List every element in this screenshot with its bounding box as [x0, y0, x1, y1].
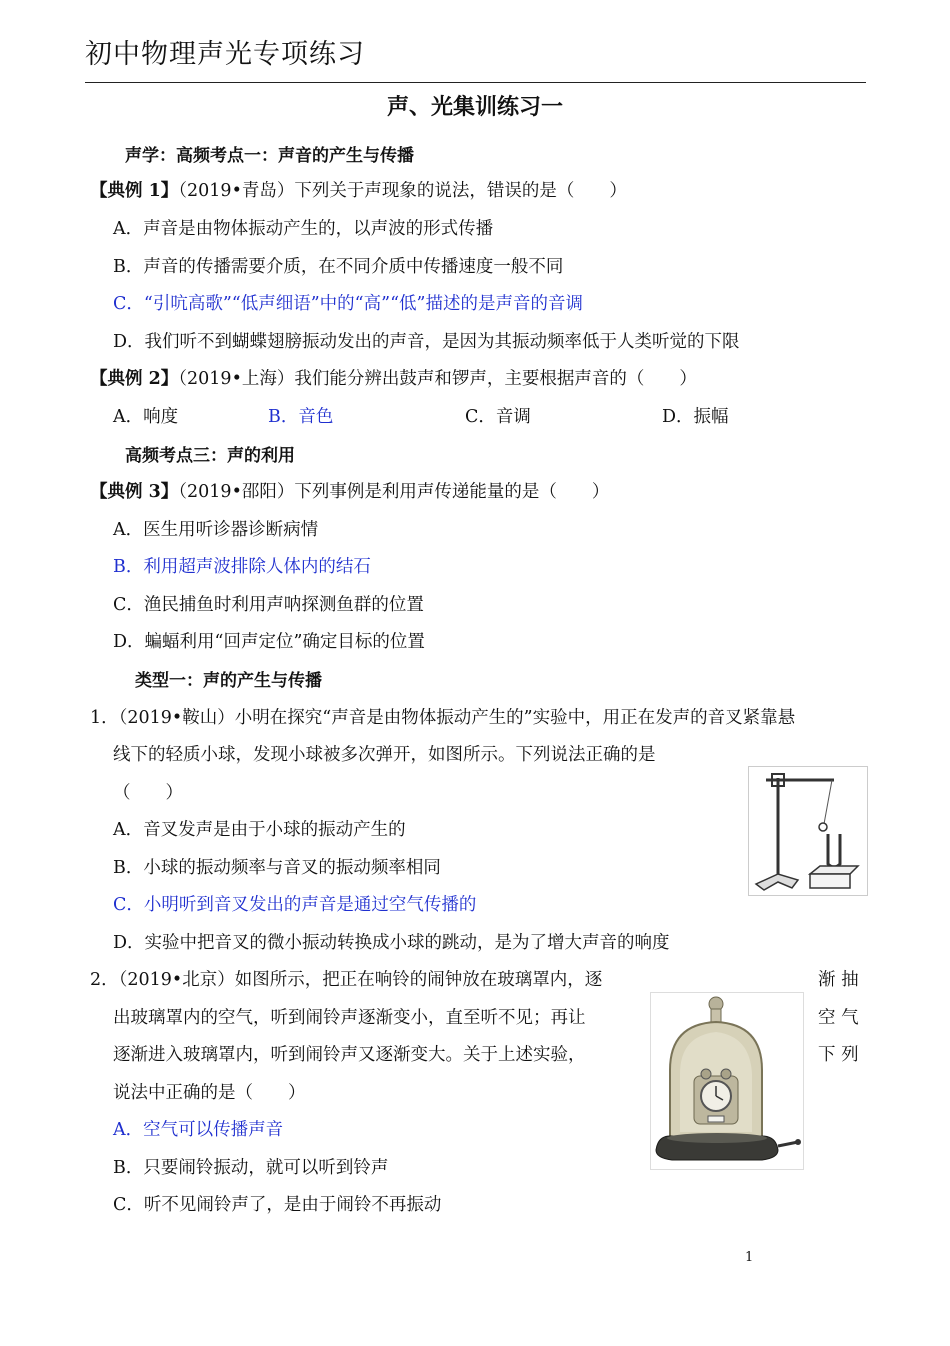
header-rule — [85, 82, 866, 83]
question-1-option-b: B．小球的振动频率与音叉的振动频率相同 — [113, 858, 441, 878]
section-heading-1: 声学：高频考点一：声音的产生与传播 — [125, 146, 414, 166]
example-2-stem — [90, 365, 697, 390]
section-heading-3: 类型一：声的产生与传播 — [135, 671, 322, 691]
page-number: 1 — [745, 1250, 754, 1265]
example-1-option-b: B．声音的传播需要介质，在不同介质中传播速度一般不同 — [113, 257, 564, 277]
question-2-line-3-right: 下 列 — [818, 1045, 859, 1065]
question-2-line-1: 2．（2019•北京）如图所示，把正在响铃的闹钟放在玻璃罩内，逐 — [90, 970, 603, 990]
example-2-option-a: A．响度 — [113, 407, 179, 427]
question-2-line-3: 逐渐进入玻璃罩内，听到闹铃声又逐渐变大。关于上述实验， — [113, 1045, 586, 1065]
example-1-option-a: A．声音是由物体振动产生的，以声波的形式传播 — [113, 219, 494, 239]
example-2-option-b: B．音色 — [268, 407, 334, 427]
example-3-text: （2019•邵阳）下列事例是利用声传递能量的是（ ） — [178, 482, 610, 502]
question-1-line-2: 线下的轻质小球，发现小球被多次弹开，如图所示。下列说法正确的是 — [113, 745, 656, 765]
question-1-option-c: C．小明听到音叉发出的声音是通过空气传播的 — [113, 895, 477, 915]
example-3-stem — [90, 478, 609, 503]
question-2-option-b: B．只要闹铃振动，就可以听到铃声 — [113, 1158, 389, 1178]
example-1-option-c: C．“引吭高歌”“低声细语”中的“高”“低”描述的是声音的音调 — [113, 294, 583, 314]
example-3-option-c: C．渔民捕鱼时利用声呐探测鱼群的位置 — [113, 595, 424, 615]
question-2-option-a: A．空气可以传播声音 — [113, 1120, 284, 1140]
example-1-label: 【典例 1】 — [90, 181, 179, 201]
tuning-fork-figure — [748, 766, 868, 896]
question-2-option-c: C．听不见闹铃声了，是由于闹铃不再振动 — [113, 1195, 442, 1215]
example-1-option-d: D．我们听不到蝴蝶翅膀振动发出的声音，是因为其振动频率低于人类听觉的下限 — [113, 332, 740, 352]
example-1-text: （2019•青岛）下列关于声现象的说法，错误的是（ ） — [178, 181, 627, 201]
question-2-line-2: 出玻璃罩内的空气，听到闹铃声逐渐变小，直至听不见；再让 — [113, 1008, 586, 1028]
bell-jar-figure — [650, 992, 804, 1170]
question-2-line-2-right: 空 气 — [818, 1008, 859, 1028]
question-2-line-1-right: 渐 抽 — [818, 970, 859, 990]
question-2-line-4: 说法中正确的是（ ） — [113, 1083, 306, 1103]
example-2-option-c: C．音调 — [465, 407, 531, 427]
example-2-label: 【典例 2】 — [90, 369, 179, 389]
question-1-line-1: 1．（2019•鞍山）小明在探究“声音是由物体振动产生的”实验中，用正在发声的音叉紧靠悬 — [90, 708, 796, 728]
example-3-option-a: A．医生用听诊器诊断病情 — [113, 520, 319, 540]
example-2-option-d: D．振幅 — [662, 407, 729, 427]
question-1-line-3: （ ） — [113, 783, 183, 803]
question-1-option-a: A．音叉发声是由于小球的振动产生的 — [113, 820, 406, 840]
page-title: 声、光集训练习一 — [386, 95, 563, 120]
document-header: 初中物理声光专项练习 — [85, 39, 365, 70]
example-3-label: 【典例 3】 — [90, 482, 179, 502]
example-2-text: （2019•上海）我们能分辨出鼓声和锣声，主要根据声音的（ ） — [178, 369, 697, 389]
section-heading-2: 高频考点三：声的利用 — [125, 446, 295, 466]
question-1-option-d: D．实验中把音叉的微小振动转换成小球的跳动，是为了增大声音的响度 — [113, 933, 670, 953]
example-3-option-d: D．蝙蝠利用“回声定位”确定目标的位置 — [113, 632, 425, 652]
example-3-option-b: B．利用超声波排除人体内的结石 — [113, 557, 371, 577]
example-1-stem — [90, 177, 627, 202]
